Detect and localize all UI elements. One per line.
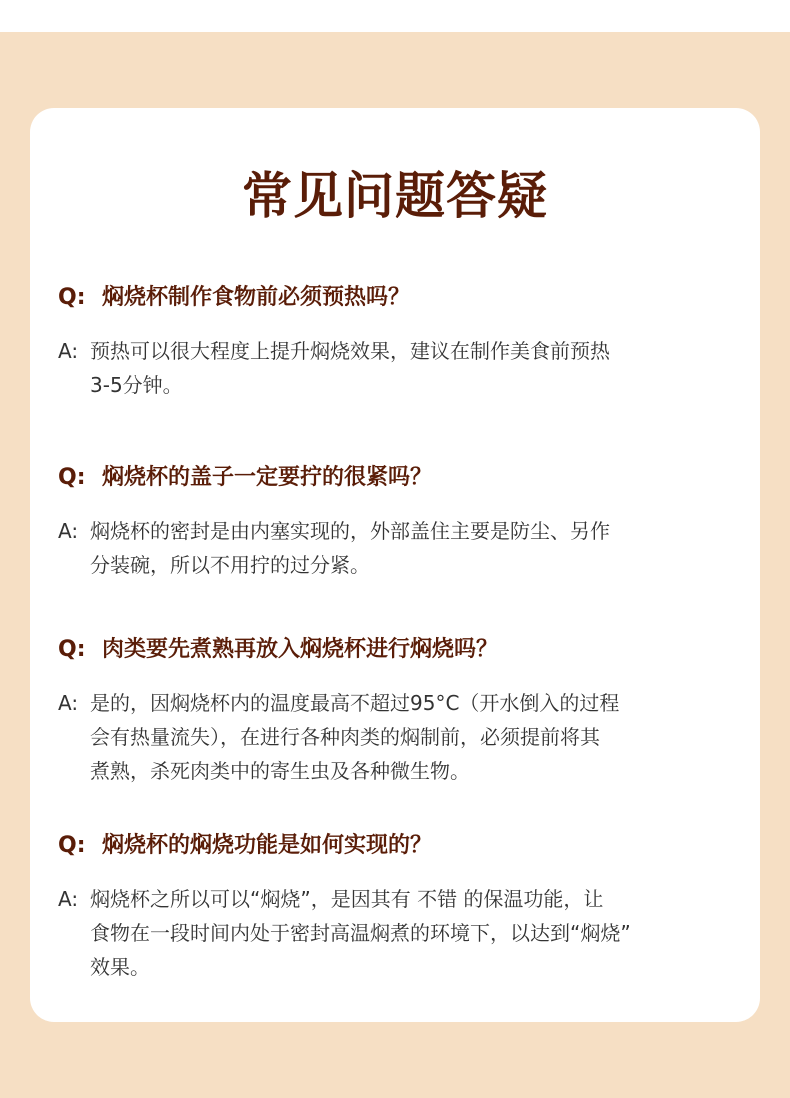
answer-text: 焖烧杯之所以可以“焖烧”，是因其有 不错 的保温功能，让 食物在一段时间内处于密封高温焖煮的环境下，以达到“焖烧” 效果。: [90, 887, 631, 979]
question-text: 焖烧杯的焖烧功能是如何实现的？: [102, 833, 433, 858]
answer-prefix: A:: [58, 519, 79, 543]
question-prefix: Q:: [58, 833, 86, 858]
faq-item: [58, 462, 748, 582]
answer-text: 是的，因焖烧杯内的温度最高不超过95°C（开水倒入的过程 会有热量流失），在进行各种肉类的焖制前，必须提前将其 煮熟，杀死肉类中的寄生虫及各种微生物。: [90, 691, 620, 783]
faq-question: [58, 830, 748, 862]
answer-prefix: A:: [58, 691, 79, 715]
answer-text: 预热可以很大程度上提升焖烧效果，建议在制作美食前预热 3-5分钟。: [90, 339, 610, 397]
answer-prefix: A:: [58, 887, 79, 911]
top-band: [0, 0, 790, 32]
question-prefix: Q:: [58, 465, 86, 490]
faq-question: [58, 634, 748, 666]
faq-item: [58, 830, 748, 984]
faq-answer: [58, 686, 748, 788]
question-prefix: Q:: [58, 637, 86, 662]
page-title: 常见问题答疑: [242, 167, 548, 225]
faq-question: [58, 282, 748, 314]
faq-card: [30, 108, 760, 1022]
faq-answer: [58, 882, 748, 984]
answer-text: 焖烧杯的密封是由内塞实现的，外部盖住主要是防尘、另作 分装碗，所以不用拧的过分紧。: [90, 519, 610, 577]
faq-question: [58, 462, 748, 494]
question-text: 焖烧杯制作食物前必须预热吗？: [102, 285, 411, 310]
question-text: 焖烧杯的盖子一定要拧的很紧吗？: [102, 465, 433, 490]
question-text: 肉类要先煮熟再放入焖烧杯进行焖烧吗？: [102, 637, 499, 662]
question-prefix: Q:: [58, 285, 86, 310]
answer-prefix: A:: [58, 339, 79, 363]
faq-item: [58, 634, 748, 788]
faq-answer: [58, 334, 748, 402]
faq-answer: [58, 514, 748, 582]
faq-item: [58, 282, 748, 402]
